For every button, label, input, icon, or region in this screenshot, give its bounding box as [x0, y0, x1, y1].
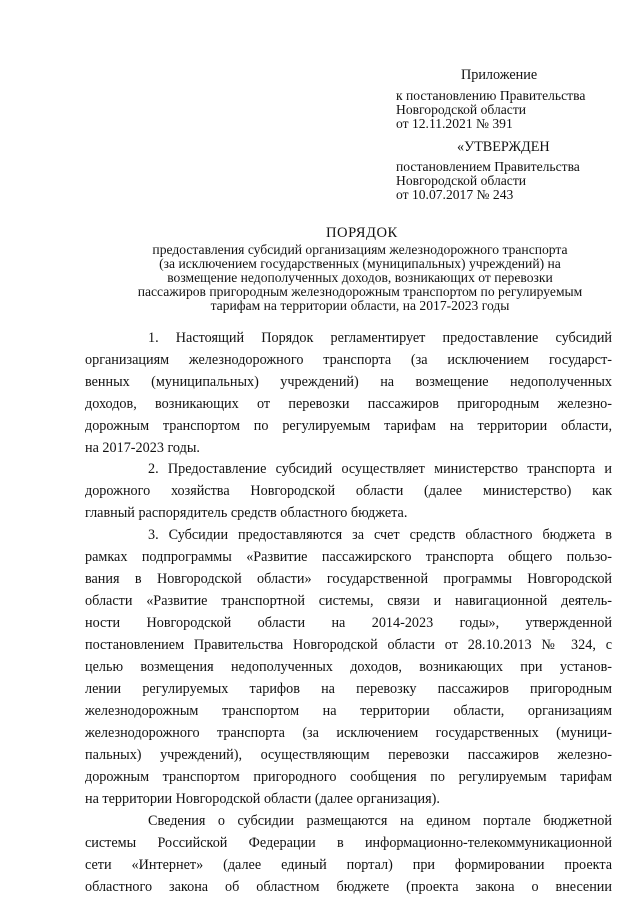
p2-line-3: главный распорядитель средств областного бюджета. — [85, 505, 408, 521]
appendix-line-3: от 12.11.2021 № 391 — [396, 116, 513, 131]
appendix-line-2: Новгородской области — [396, 102, 527, 117]
p3-line-12: дорожным транспортом пригородного сообщения по регулируемым тарифам — [85, 769, 612, 785]
p1-line-4: доходов, возникающих от перевозки пассажиров пригородным железно- — [85, 396, 612, 412]
approved-line-1: постановлением Правительства — [396, 159, 580, 174]
p1-line-5: дорожным транспортом по регулируемым тарифам на территории области, — [85, 418, 612, 434]
p3-line-5: ности Новгородской области на 2014-2023 годы», утвержденной — [85, 615, 612, 631]
p3-line-8: лении регулируемых тарифов на перевозку пассажиров пригородным — [85, 681, 612, 697]
subtitle-line-2: (за исключением государственных (муниципальных) учреждений) на — [159, 256, 561, 271]
p3-line-6: постановлением Правительства Новгородской области от 28.10.2013 № 324, с — [85, 637, 612, 653]
subtitle-line-1: предоставления субсидий организациям железнодорожного транспорта — [152, 242, 568, 257]
appendix-line-1: к постановлению Правительства — [396, 88, 586, 103]
p3-line-11: пальных) учреждений), осуществляющим перевозки пассажиров железно- — [85, 747, 612, 763]
p3-line-9: железнодорожным транспортом на территории области, организациям — [85, 703, 612, 719]
p4-line-3: сети «Интернет» (далее единый портал) при формировании проекта — [85, 857, 612, 873]
subtitle-line-5: тарифам на территории области, на 2017-2023 годы — [210, 298, 510, 313]
approved-line-2: Новгородской области — [396, 173, 527, 188]
p4-line-2: системы Российской Федерации в информационно-телекоммуникационной — [85, 835, 612, 851]
document-title: ПОРЯДОК — [326, 225, 398, 241]
p3-line-13: на территории Новгородской области (далее организация). — [85, 791, 440, 807]
p2-line-1: 2. Предоставление субсидий осуществляет министерство транспорта и — [148, 461, 612, 477]
approved-line-3: от 10.07.2017 № 243 — [396, 187, 514, 202]
p4-line-1: Сведения о субсидии размещаются на едином портале бюджетной — [148, 813, 612, 829]
p4-line-4: областного закона об областном бюджете (проекта закона о внесении — [85, 879, 612, 895]
p1-line-3: венных (муниципальных) учреждений) на возмещение недополученных — [85, 374, 612, 390]
p1-line-1: 1. Настоящий Порядок регламентирует предоставление субсидий — [148, 330, 612, 346]
p2-line-2: дорожного хозяйства Новгородской области (далее министерство) как — [85, 483, 612, 499]
subtitle-line-3: возмещение недополученных доходов, возникающих от перевозки — [167, 270, 553, 285]
p3-line-1: 3. Субсидии предоставляются за счет средств областного бюджета в — [148, 527, 612, 543]
p3-line-4: области «Развитие транспортной системы, связи и навигационной деятель- — [85, 593, 612, 609]
approved-label: «УТВЕРЖДЕН — [457, 139, 550, 155]
p3-line-10: железнодорожного транспорта (за исключением государственных (муници- — [85, 725, 612, 741]
p3-line-2: рамках подпрограммы «Развитие пассажирского транспорта общего пользо- — [85, 549, 612, 565]
subtitle-line-4: пассажиров пригородным железнодорожным транспортом по регулируемым — [137, 284, 583, 299]
p1-line-2: организациям железнодорожного транспорта (за исключением государст- — [85, 352, 612, 368]
p1-line-6: на 2017-2023 годы. — [85, 440, 200, 456]
p3-line-3: вания в Новгородской области» государственной программы Новгородской — [85, 571, 612, 587]
p3-line-7: целью возмещения недополученных доходов, возникающих при установ- — [85, 659, 612, 675]
appendix-label: Приложение — [461, 67, 538, 83]
